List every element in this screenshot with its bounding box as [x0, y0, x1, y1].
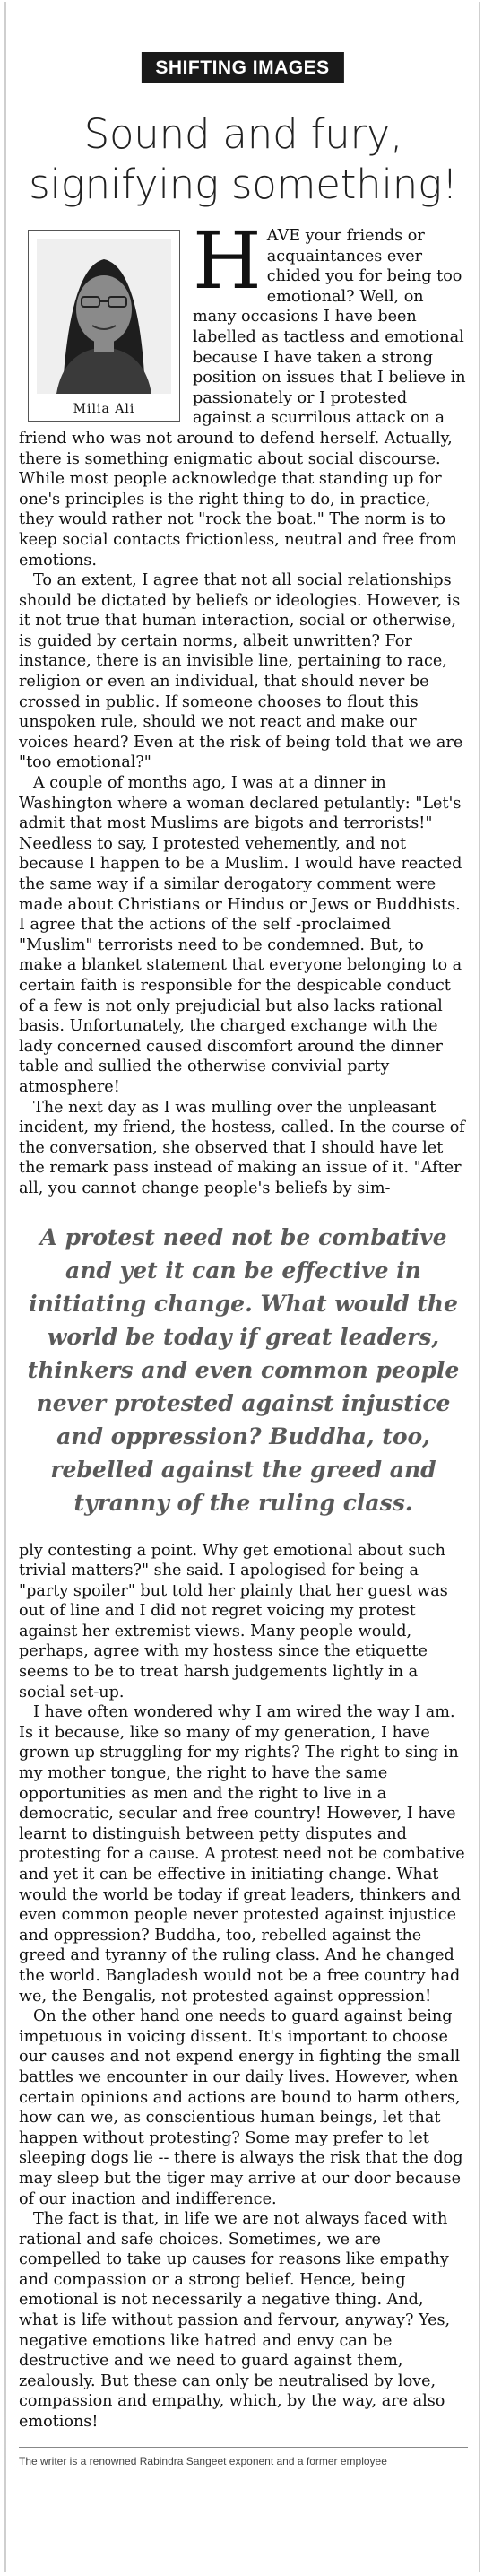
drop-cap: H: [193, 214, 262, 307]
pull-quote: A protest need not be combative and yet it can be effective in initiating change. What would the world be today if great leaders, thinkers and even common people never protested against injustice and oppression? Buddha, too, rebelled against the greed and tyranny of the ruling class.: [27, 1223, 460, 1516]
author-portrait-icon: [37, 239, 171, 394]
article-page: [4, 2, 480, 2572]
paragraph-8: The fact is that, in life we are not always faced with rational and safe choices. Sometimes, we are compelled to take up causes for reasons like empathy and compassion or a strong belief. Hence, being emotional is not necessarily a negative thing. And, what is life without passion and fervour, anyway? Yes, negative emotions like hatred and envy can be destructive and we need to guard against them, zealously. But these can only be neutralised by love, compassion and empathy, which, by the way, are also emotions!: [19, 2210, 451, 2432]
paragraph-6: I have often wondered why I am wired the way I am. Is it because, like so many of my generation, I have grown up struggling for my rights? The right to sing in my mother tongue, the right to have the same opportunities as men and the right to live in a democratic, secular and free country! However, I have learnt to distinguish between petty disputes and protesting for a cause. A protest need not be combative and yet it can be effective in initiating change. What would the world be today if great leaders, thinkers and even common people never protested against injustice and oppression? Buddha, too, rebelled against the greed and tyranny of the ruling class. And he changed the world. Bangladesh would not be a free country had we, the Bengalis, not protested against oppression!: [19, 1703, 465, 2006]
headline-line-2: signifying something!: [29, 161, 458, 208]
headline: [19, 109, 468, 210]
paragraph-4: The next day as I was mulling over the unpleasant incident, my friend, the hostess, called. In the course of the conversation, she observed that I should have let the remark pass instead of making an issue of it. "After all, you cannot change people's beliefs by sim-: [19, 1098, 465, 1197]
author-box: [28, 230, 180, 422]
author-name: Milia Ali: [73, 402, 135, 416]
author-note: The writer is a renowned Rabindra Sangeet exponent and a former employee: [19, 2454, 387, 2467]
author-photo: [37, 239, 171, 394]
paragraph-7: On the other hand one needs to guard against being impetuous in voicing dissent. It's important to choose our causes and not expend energy in fighting the small battles we encounter in our daily lives. However, when certain opinions and actions are bound to harm others, how can we, as conscientious human beings, let that happen without protesting? Some may prefer to let sleeping dogs lie -- there is always the risk that the dog may sleep but the tiger may arrive at our door because of our inaction and indifference.: [19, 2007, 463, 2208]
paragraph-3: A couple of months ago, I was at a dinner in Washington where a woman declared petulantly: "Let's admit that most Muslims are bigots and terrorists!" Needless to say, I protested vehemently, and not because I happen to be a Muslim. I would have reacted the same way if a similar derogatory comment were made about Christians or Hindus or Jews or Buddhists. I agree that the actions of the self -proclaimed "Muslim" terrorists need to be condemned. But, to make a blanket statement that everyone belonging to a certain faith is responsible for the despicable conduct of a few is not only prejudicial but also lacks rational basis. Unfortunately, the charged exchange with the lady concerned caused discomfort around the dinner table and sullied the otherwise convivial party atmosphere!: [19, 774, 462, 1096]
headline-line-1: Sound and fury,: [83, 110, 403, 158]
paragraph-1-text: AVE your friends or acquaintances ever chided you for being too emotional? Well, on many occasions I have been labelled as tactless and emotional because I have taken a strong position on issues that I believe in passionately or I protested against a scurrilous attack on a friend who was not around to defend herself. Actually, there is something enigmatic about social discourse. While most people acknowledge that standing up for one's principles is the right thing to do, in practice, they would rather not "rock the boat." The norm is to keep social contacts frictionless, neutral and free from emotions.: [19, 227, 466, 570]
footer-divider: [19, 2447, 468, 2448]
paragraph-5: ply contesting a point. Why get emotional about such trivial matters?" she said. I apologised for being a "party spoiler" but told her plainly that her guest was out of line and I did not regret voicing my protest against her extremist views. Many people would, perhaps, agree with my hostess since the etiquette seems to be to treat harsh judgements lightly in a social set-up.: [19, 1541, 448, 1701]
section-badge: SHIFTING IMAGES: [141, 52, 343, 83]
article-column: [6, 2, 479, 2467]
paragraph-2: To an extent, I agree that not all social relationships should be dictated by beliefs or ideologies. However, is it not true that human interaction, social or otherwise, is guided by certain norms, albeit unwritten? For instance, there is an invisible line, pertaining to race, religion or even an individual, that should never be crossed in public. If someone chooses to flout this unspoken rule, should we not react and make our voices heard? Even at the risk of being told that we are "too emotional?": [19, 571, 463, 772]
article-body: [19, 214, 468, 2432]
